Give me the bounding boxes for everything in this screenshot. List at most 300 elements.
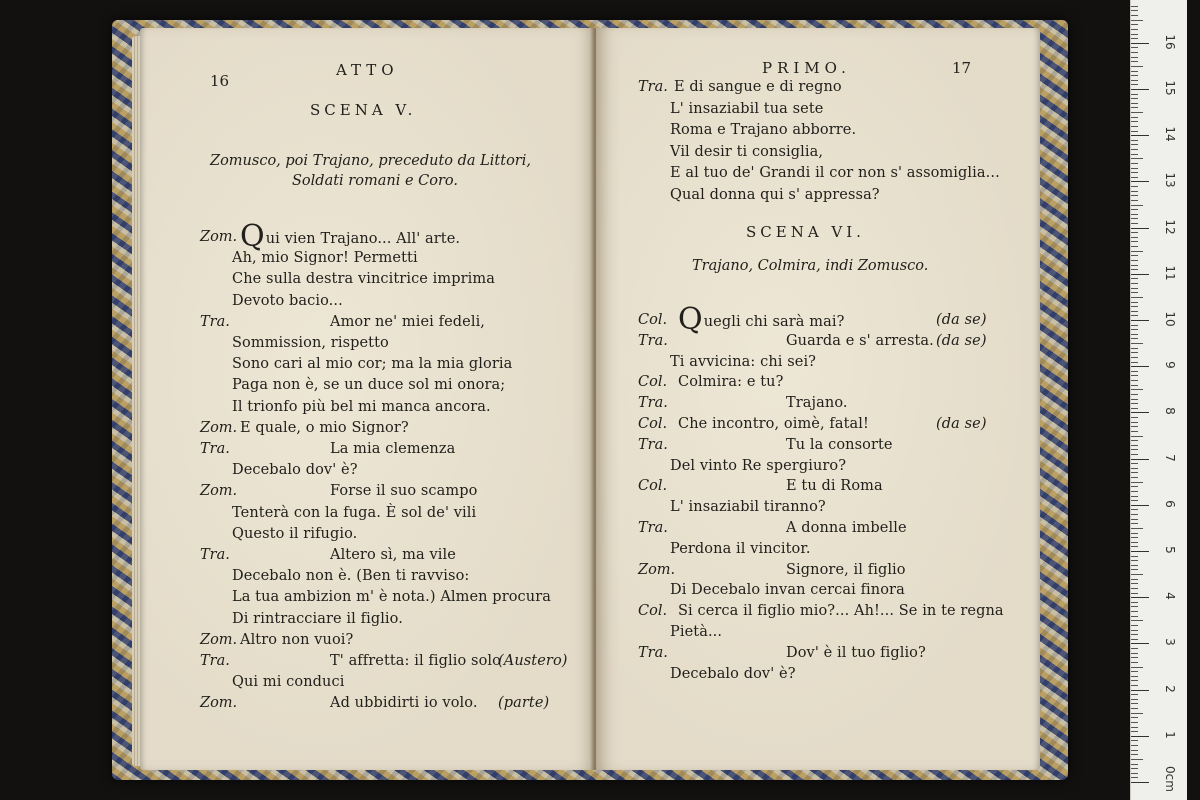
ruler-tick [1131, 588, 1138, 589]
verse-text: Ti avvicina: chi sei? [670, 353, 817, 370]
ruler-tick [1131, 699, 1138, 700]
verse-line [330, 652, 501, 670]
verse-text: Devoto bacio... [232, 292, 343, 309]
ruler-tick [1131, 519, 1138, 520]
ruler-tick [1131, 611, 1138, 612]
ruler-tick [1131, 241, 1138, 242]
ruler-tick [1131, 107, 1138, 108]
verse-line [330, 440, 455, 458]
ruler-tick [1131, 662, 1138, 663]
verse-text: Del vinto Re spergiuro? [670, 457, 847, 474]
verse-text: E quale, o mio Signor? [240, 419, 409, 436]
ruler-tick [1131, 362, 1138, 363]
verse-text: Il trionfo più bel mi manca ancora. [232, 398, 491, 415]
speaker-label: Tra. [200, 547, 230, 563]
verse-line [232, 461, 358, 479]
verse-text: La tua ambizion m' è nota.) Almen procura [232, 589, 551, 606]
ruler-tick [1131, 75, 1138, 76]
ruler-tick [1131, 764, 1138, 765]
ruler-tick [1131, 403, 1138, 404]
ruler-tick [1131, 269, 1138, 270]
ruler-tick [1131, 394, 1138, 395]
verse-text: Dov' è il tuo figlio? [786, 644, 926, 661]
ruler-tick [1131, 750, 1138, 751]
ruler-tick [1131, 676, 1138, 677]
right-scene-title: SCENA VI. [746, 223, 865, 241]
stage-aside: (da se) [936, 416, 987, 432]
verse-line: Qual donna qui s' appressa? [670, 187, 880, 203]
ruler-tick [1131, 80, 1138, 81]
verse-line [232, 525, 357, 543]
verse-text: uegli chi sarà mai? [703, 314, 845, 330]
stage-aside: (Austero) [498, 653, 568, 669]
ruler-tick [1131, 311, 1138, 312]
ruler-label: 0cm [1163, 766, 1177, 792]
ruler-tick [1131, 366, 1149, 367]
ruler-tick [1131, 140, 1138, 141]
verse-line [678, 373, 783, 391]
ruler-tick [1131, 630, 1138, 631]
ruler-tick [1131, 94, 1138, 95]
ruler-tick [1131, 500, 1138, 501]
verse-text: T' affretta: il figlio solo [330, 653, 501, 669]
ruler-tick [1131, 690, 1149, 691]
ruler-tick [1131, 634, 1138, 635]
ruler-tick [1131, 426, 1138, 427]
verse-line [670, 498, 826, 516]
ruler-tick [1131, 10, 1138, 11]
verse-line [232, 334, 389, 352]
verse-line [786, 644, 926, 662]
ruler-tick [1131, 34, 1138, 35]
ruler-tick [1131, 445, 1138, 446]
ruler-tick [1131, 472, 1138, 473]
stage-aside: (da se) [936, 332, 987, 349]
ruler-tick [1131, 399, 1138, 400]
ruler-tick [1131, 71, 1138, 72]
verse-line [670, 623, 722, 641]
ruler-tick [1131, 274, 1149, 275]
ruler-tick [1131, 144, 1138, 145]
ruler-label: 11 [1163, 265, 1177, 281]
ruler-tick [1131, 297, 1143, 298]
ruler-tick [1131, 131, 1138, 132]
verse-line [232, 673, 344, 691]
ruler-tick [1131, 657, 1138, 658]
verse-text: A donna imbelle [786, 520, 907, 536]
verse-line [330, 313, 485, 331]
ruler-tick [1131, 694, 1138, 695]
left-stage-direction-1: Zomusco, poi Trajano, preceduto da Littori, [210, 153, 531, 169]
verse-text: Che sulla destra vincitrice imprima [232, 271, 496, 288]
ruler-tick [1131, 412, 1149, 413]
ruler-tick [1131, 209, 1138, 210]
verse-text: Pietà... [670, 624, 723, 640]
ruler-tick [1131, 417, 1138, 418]
ruler-tick [1131, 685, 1138, 686]
verse-text: Signore, il figlio [786, 561, 906, 578]
ruler-tick [1131, 463, 1138, 464]
ruler-tick [1131, 98, 1138, 99]
ruler-tick [1131, 246, 1138, 247]
right-page [596, 28, 1040, 770]
ruler-tick [1131, 722, 1138, 723]
ruler-tick [1131, 727, 1138, 728]
ruler-tick [1131, 329, 1138, 330]
ruler-tick [1131, 24, 1138, 25]
verse-text: Trajano. [786, 395, 848, 412]
ruler-tick [1131, 385, 1138, 386]
ruler-label: 5 [1163, 546, 1177, 554]
verse-text: Decebalo dov' è? [670, 665, 796, 682]
ruler-tick [1131, 408, 1138, 409]
verse-line [670, 457, 846, 475]
ruler-tick [1131, 440, 1138, 441]
ruler-tick [1131, 528, 1143, 529]
verse-text: Altro non vuoi? [240, 631, 354, 648]
verse-line [240, 631, 353, 649]
right-stage-direction: Trajano, Colmira, indi Zomusco. [692, 258, 929, 274]
ruler-tick [1131, 491, 1138, 492]
ruler-tick [1131, 509, 1138, 510]
ruler-tick [1131, 306, 1138, 307]
ruler-tick [1131, 6, 1138, 7]
ruler-tick [1131, 237, 1138, 238]
verse-line [786, 436, 893, 454]
right-running-header: PRIMO. [762, 59, 851, 77]
ruler-tick [1131, 302, 1138, 303]
verse-text: Che incontro, oimè, fatal! [678, 416, 869, 432]
ruler-tick [1131, 163, 1138, 164]
verse-line [786, 394, 848, 412]
speaker-label: Zom. [200, 695, 238, 712]
verse-text: Colmira: e tu? [678, 374, 784, 391]
speaker-label: Zom. [200, 419, 238, 436]
ruler-tick [1131, 680, 1138, 681]
ruler-tick [1131, 255, 1138, 256]
ruler-tick [1131, 436, 1143, 437]
ruler-tick [1131, 200, 1138, 201]
verse-text: Tenterà con la fuga. È sol de' vili [232, 504, 477, 521]
speaker-label: Tra. [638, 395, 668, 412]
ruler-tick [1131, 251, 1143, 252]
ruler-tick [1131, 431, 1138, 432]
ruler-tick [1131, 265, 1138, 266]
verse-line [678, 415, 869, 433]
speaker-label: Zom. [200, 631, 238, 648]
ruler-label: 14 [1163, 126, 1177, 142]
ruler-tick [1131, 47, 1138, 48]
ruler-label: 16 [1163, 34, 1177, 50]
ruler-tick [1131, 389, 1143, 390]
ruler-tick [1131, 551, 1149, 552]
drop-cap: Q [240, 219, 265, 254]
ruler-tick [1131, 708, 1138, 709]
ruler-tick [1131, 782, 1149, 783]
ruler-tick [1131, 667, 1143, 668]
ruler-tick [1131, 643, 1149, 644]
ruler-tick [1131, 533, 1138, 534]
verse-line [678, 302, 845, 337]
ruler-tick [1131, 454, 1138, 455]
stage-aside: (parte) [498, 695, 550, 712]
ruler-tick [1131, 57, 1138, 58]
verse-line [670, 540, 811, 558]
ruler-tick [1131, 482, 1143, 483]
ruler-tick [1131, 214, 1138, 215]
verse-line [232, 270, 495, 288]
ruler-label: 15 [1163, 80, 1177, 96]
ruler-label: 12 [1163, 218, 1177, 235]
ruler-tick [1131, 112, 1143, 113]
ruler-tick [1131, 38, 1138, 39]
ruler-tick [1131, 66, 1143, 67]
ruler-label: 2 [1163, 684, 1177, 693]
ruler-tick [1131, 191, 1138, 192]
speaker-label: Zom. [200, 229, 238, 245]
ruler-tick [1131, 616, 1138, 617]
verse-line: L' insaziabil tua sete [670, 100, 824, 117]
right-page-number: 17 [952, 59, 972, 77]
speaker-label: Tra. [638, 436, 668, 453]
verse-line [786, 561, 906, 579]
ruler-label: 3 [1163, 638, 1177, 647]
verse-line [232, 610, 403, 628]
left-page [140, 28, 596, 770]
ruler-tick [1131, 84, 1138, 85]
ruler-tick [1131, 477, 1138, 478]
ruler-tick [1131, 103, 1138, 104]
verse-line [786, 519, 907, 537]
ruler-tick [1131, 740, 1138, 741]
ruler-tick [1131, 168, 1138, 169]
ruler-tick [1131, 278, 1138, 279]
ruler-label: 10 [1163, 311, 1177, 327]
ruler-tick [1131, 754, 1138, 755]
ruler-tick [1131, 320, 1149, 321]
verse-line [678, 602, 1004, 620]
verse-line [786, 332, 934, 350]
verse-line: Vil desir ti consiglia, [670, 143, 824, 160]
verse-line [232, 376, 505, 394]
left-scene-title: SCENA V. [310, 101, 417, 119]
ruler-tick [1131, 597, 1149, 598]
verse-text: Decebalo non è. (Ben ti ravviso: [232, 568, 470, 585]
verse-line [330, 694, 478, 712]
ruler-tick [1131, 523, 1138, 524]
verse-text: Sommission, rispetto [232, 335, 389, 351]
ruler-tick [1131, 459, 1149, 460]
verse-line [232, 504, 476, 522]
verse-text: Altero sì, ma vile [330, 547, 456, 563]
verse-line [670, 581, 905, 599]
ruler-tick [1131, 195, 1138, 196]
ruler-tick [1131, 569, 1138, 570]
ruler-tick [1131, 357, 1138, 358]
ruler-tick [1131, 560, 1138, 561]
ruler-tick [1131, 505, 1149, 506]
left-running-header: ATTO [336, 61, 399, 79]
ruler-tick [1131, 583, 1138, 584]
speaker-label: Col. [638, 478, 668, 495]
verse-text: La mia clemenza [330, 441, 456, 457]
speaker-label: Col. [638, 374, 668, 391]
ruler-tick [1131, 574, 1143, 575]
left-page-number: 16 [210, 72, 230, 90]
ruler-tick [1131, 338, 1138, 339]
verse-text: Ad ubbidirti io volo. [330, 695, 478, 712]
verse-text: Di Decebalo invan cercai finora [670, 582, 905, 599]
verse-text: Guarda e s' arresta. [786, 332, 934, 349]
ruler-tick [1131, 777, 1138, 778]
ruler-tick [1131, 449, 1138, 450]
ruler-tick [1131, 158, 1143, 159]
ruler-tick [1131, 736, 1149, 737]
verse-text: Perdona il vincitor. [670, 540, 811, 557]
verse-line [240, 419, 409, 437]
ruler-tick [1131, 602, 1138, 603]
ruler-tick [1131, 135, 1149, 136]
measuring-ruler [1130, 0, 1187, 800]
ruler-label: 1 [1163, 730, 1177, 739]
verse-line [330, 546, 456, 564]
verse-text: Forse il suo scampo [330, 483, 478, 500]
ruler-tick [1131, 579, 1138, 580]
ruler-tick [1131, 186, 1138, 187]
ruler-tick [1131, 759, 1143, 760]
verse-line [786, 477, 883, 495]
speaker-label: Zom. [200, 483, 238, 500]
ruler-tick [1131, 352, 1138, 353]
ruler-tick [1131, 620, 1143, 621]
ruler-tick [1131, 606, 1138, 607]
verse-text: Qui mi conduci [232, 674, 345, 691]
ruler-tick [1131, 380, 1138, 381]
ruler-tick [1131, 496, 1138, 497]
ruler-tick [1131, 639, 1138, 640]
ruler-tick [1131, 593, 1138, 594]
ruler-tick [1131, 731, 1138, 732]
speaker-label: Col. [638, 312, 668, 328]
verse-text: Decebalo dov' è? [232, 462, 358, 479]
ruler-tick [1131, 315, 1138, 316]
ruler-tick [1131, 717, 1138, 718]
ruler-tick [1131, 283, 1138, 284]
ruler-tick [1131, 154, 1138, 155]
ruler-tick [1131, 29, 1138, 30]
ruler-tick [1131, 486, 1138, 487]
verse-text: Si cerca il figlio mio?... Ah!... Se in te regna [678, 603, 1004, 620]
verse-line [232, 567, 469, 585]
ruler-tick [1131, 181, 1149, 182]
ruler-tick [1131, 468, 1138, 469]
verse-line [330, 482, 477, 500]
ruler-tick [1131, 334, 1138, 335]
verse-line [232, 292, 343, 310]
ruler-tick [1131, 422, 1138, 423]
verse-line: Roma e Trajano abborre. [670, 122, 857, 139]
speaker-label: Col. [638, 603, 668, 620]
ruler-tick [1131, 117, 1138, 118]
speaker-label: Tra. [638, 644, 668, 661]
ruler-tick [1131, 61, 1138, 62]
ruler-tick [1131, 371, 1138, 372]
ruler-tick [1131, 542, 1138, 543]
ruler-tick [1131, 20, 1143, 21]
ruler-label: 8 [1163, 407, 1177, 416]
ruler-tick [1131, 713, 1143, 714]
stage-aside: (da se) [936, 312, 987, 328]
speaker-label: Tra. [638, 520, 668, 536]
verse-line: E di sangue e di regno [674, 79, 842, 95]
ruler-tick [1131, 343, 1143, 344]
ruler-tick [1131, 177, 1138, 178]
verse-line [232, 249, 418, 267]
ruler-tick [1131, 546, 1138, 547]
speaker-label: Tra. [638, 332, 668, 349]
ruler-tick [1131, 205, 1143, 206]
ruler-tick [1131, 375, 1138, 376]
speaker-label: Tra. [200, 653, 230, 669]
ruler-label: 4 [1163, 592, 1177, 600]
ruler-tick [1131, 671, 1138, 672]
speaker-label: Tra. [638, 79, 668, 95]
verse-line [670, 353, 816, 371]
verse-text: Amor ne' miei fedeli, [330, 313, 486, 330]
ruler-tick [1131, 773, 1138, 774]
drop-cap: Q [678, 302, 703, 337]
ruler-tick [1131, 89, 1149, 90]
ruler-tick [1131, 228, 1149, 229]
speaker-label: Tra. [200, 313, 230, 330]
ruler-label: 13 [1163, 172, 1177, 189]
verse-text: Questo il rifugio. [232, 525, 358, 542]
ruler-tick [1131, 292, 1138, 293]
ruler-tick [1131, 537, 1138, 538]
verse-text: Tu la consorte [786, 436, 893, 453]
verse-line [240, 219, 461, 254]
ruler-tick [1131, 218, 1138, 219]
ruler-tick [1131, 232, 1138, 233]
ruler-tick [1131, 52, 1138, 53]
verse-line [670, 665, 796, 683]
verse-text: Sono cari al mio cor; ma la mia gloria [232, 356, 513, 373]
ruler-tick [1131, 43, 1149, 44]
speaker-label: Tra. [200, 441, 230, 457]
speaker-label: Col. [638, 416, 668, 432]
ruler-tick [1131, 288, 1138, 289]
verse-text: Ah, mio Signor! Permetti [232, 250, 418, 267]
verse-text: ui vien Trajano... All' arte. [265, 231, 461, 247]
left-stage-direction-2: Soldati romani e Coro. [292, 173, 458, 189]
ruler-label: 9 [1163, 361, 1177, 369]
ruler-label: 6 [1163, 499, 1177, 508]
ruler-tick [1131, 648, 1138, 649]
ruler-tick [1131, 126, 1138, 127]
ruler-tick [1131, 325, 1138, 326]
verse-text: Paga non è, se un duce sol mi onora; [232, 377, 506, 394]
ruler-tick [1131, 172, 1138, 173]
ruler-tick [1131, 149, 1138, 150]
ruler-tick [1131, 768, 1138, 769]
ruler-tick [1131, 260, 1138, 261]
speaker-label: Zom. [638, 561, 676, 578]
verse-line [232, 588, 551, 606]
ruler-tick [1131, 565, 1138, 566]
verse-text: L' insaziabil tiranno? [670, 499, 826, 516]
ruler-tick [1131, 745, 1138, 746]
ruler-tick [1131, 15, 1138, 16]
